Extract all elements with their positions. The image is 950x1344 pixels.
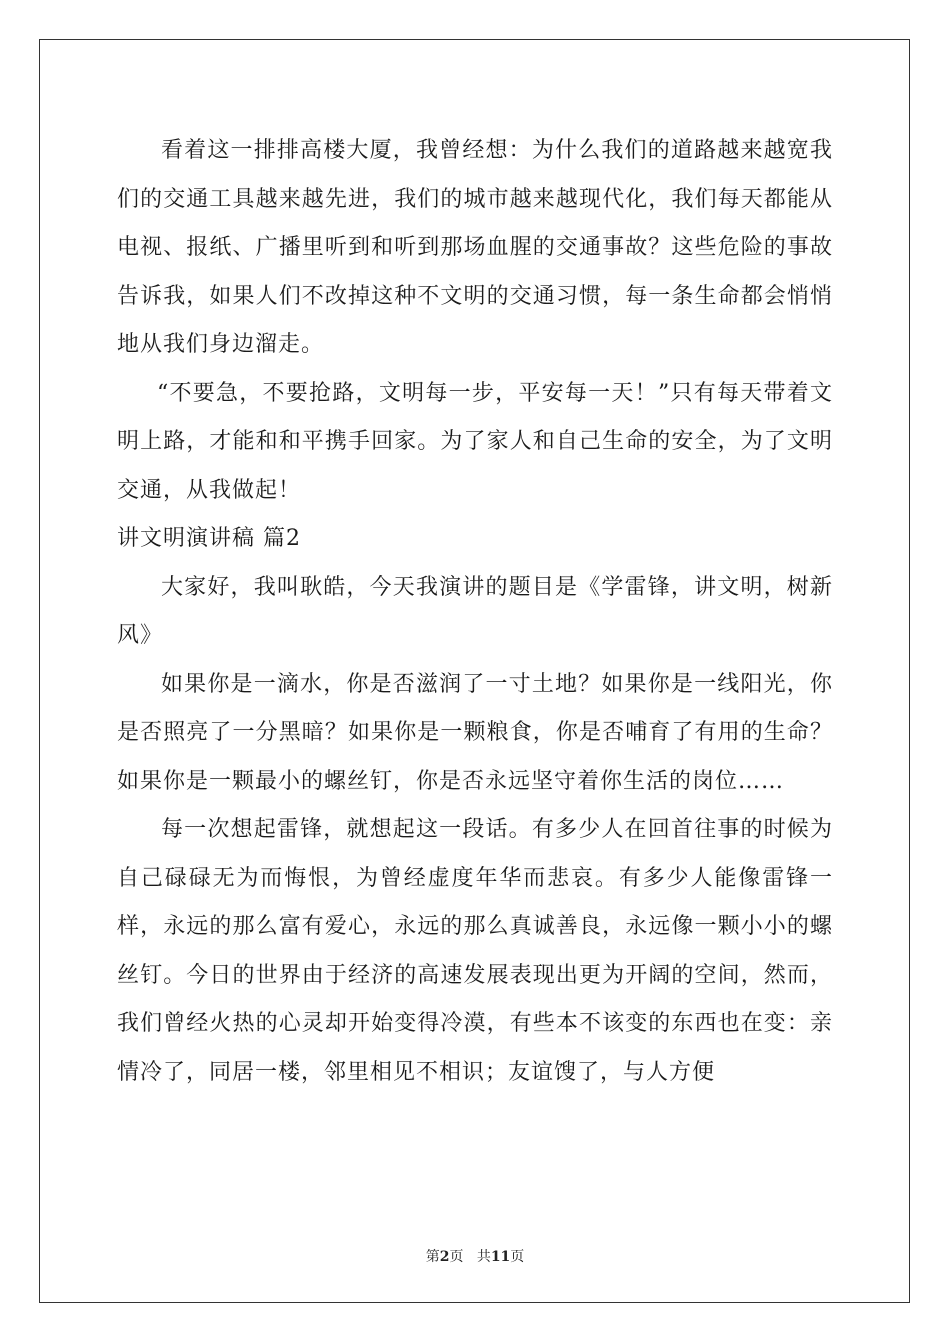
paragraph-3: 大家好，我叫耿皓，今天我演讲的题目是《学雷锋，讲文明，树新风》 bbox=[117, 574, 833, 648]
page-footer bbox=[0, 1246, 950, 1266]
section-heading: 讲文明演讲稿 篇2 bbox=[117, 526, 301, 551]
total-prefix: 共 bbox=[476, 1249, 491, 1265]
paragraph-4: 如果你是一滴水，你是否滋润了一寸土地？如果你是一线阳光，你是否照亮了一分黑暗？如果你是一颗粮食，你是否哺育了有用的生命？如果你是一颗最小的螺丝钉，你是否永远坚守着你生活的岗位…… bbox=[117, 671, 833, 794]
page-total: 11 bbox=[490, 1249, 511, 1265]
page-suffix: 页 bbox=[449, 1249, 464, 1265]
page-prefix: 第 bbox=[425, 1249, 440, 1265]
paragraph-5: 每一次想起雷锋，就想起这一段话。有多少人在回首往事的时候为自己碌碌无为而悔恨，为曾经虚度年华而悲哀。有多少人能像雷锋一样，永远的那么富有爱心，永远的那么真诚善良，永远像一颗小小的螺丝钉。今日的世界由于经济的高速发展表现出更为开阔的空间，然而，我们曾经火热的心灵却开始变得冷漠，有些本不该变的东西也在变：亲情冷了，同居一楼，邻里相见不相识；友谊馊了，与人方便 bbox=[117, 817, 833, 1085]
document-body bbox=[117, 127, 833, 1097]
paragraph-2: “不要急，不要抢路，文明每一步，平安每一天！”只有每天带着文明上路，才能和和平携手回家。为了家人和自己生命的安全，为了文明交通，从我做起！ bbox=[117, 380, 833, 503]
paragraph-1: 看着这一排排高楼大厦，我曾经想：为什么我们的道路越来越宽我们的交通工具越来越先进，我们的城市越来越现代化，我们每天都能从电视、报纸、广播里听到和听到那场血腥的交通事故？这些危险的事故告诉我，如果人们不改掉这种不文明的交通习惯，每一条生命都会悄悄地从我们身边溜走。 bbox=[117, 138, 833, 357]
page-current: 2 bbox=[439, 1249, 450, 1265]
total-suffix: 页 bbox=[510, 1249, 525, 1265]
